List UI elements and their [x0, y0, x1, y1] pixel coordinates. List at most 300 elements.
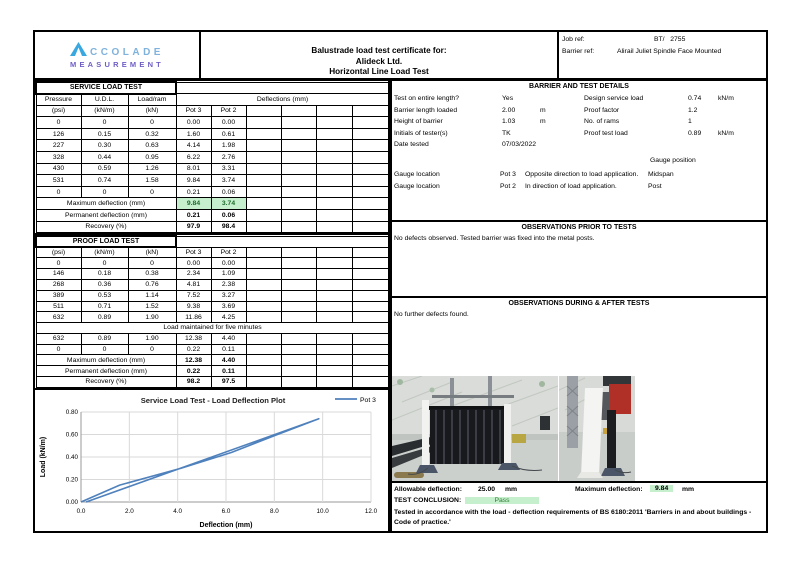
- table-cell: 11.86: [176, 312, 211, 323]
- table-cell: [281, 152, 316, 164]
- table-cell: [281, 344, 316, 355]
- table-cell: [316, 175, 352, 187]
- table-cell: 0: [36, 117, 81, 129]
- table-cell: [316, 333, 352, 344]
- table-cell: [246, 333, 281, 344]
- detail-value: 1: [688, 118, 692, 125]
- table-cell: [352, 279, 389, 290]
- gauge-position-value: Post: [648, 182, 662, 190]
- table-cell: [352, 128, 389, 140]
- table-row: [36, 366, 389, 377]
- table-cell: Load maintained for five minutes: [36, 323, 389, 334]
- table-cell: [281, 258, 316, 269]
- table-cell: 0.74: [81, 175, 128, 187]
- service-load-test-table: [35, 81, 388, 233]
- observations-during-title: OBSERVATIONS DURING & AFTER TESTS: [508, 300, 650, 307]
- svg-text:6.0: 6.0: [221, 507, 231, 515]
- detail-unit: kN/m: [718, 95, 734, 102]
- table-cell: 0: [128, 344, 176, 355]
- table-row: [36, 210, 389, 222]
- table-cell: 2.34: [176, 269, 211, 280]
- table-cell: [246, 279, 281, 290]
- detail-label: Design service load: [584, 95, 644, 102]
- table-cell: [316, 210, 352, 222]
- table-row: [36, 236, 389, 247]
- svg-text:0.20: 0.20: [65, 476, 78, 484]
- table-cell: 0.44: [81, 152, 128, 164]
- observations-prior-section: [392, 220, 766, 296]
- table-cell: [281, 117, 316, 129]
- table-cell: [246, 140, 281, 152]
- table-cell: 1.09: [211, 269, 246, 280]
- table-cell: 0.71: [81, 301, 128, 312]
- table-row: [36, 377, 389, 388]
- table-cell: [352, 163, 389, 175]
- maximum-deflection-label: Maximum deflection:: [575, 486, 643, 493]
- table-cell: 126: [36, 128, 81, 140]
- table-cell: [316, 290, 352, 301]
- detail-value: Yes: [502, 95, 514, 102]
- table-cell: 268: [36, 279, 81, 290]
- table-cell: 0.89: [81, 333, 128, 344]
- table-cell: [316, 301, 352, 312]
- table-cell: [281, 198, 316, 210]
- table-cell: 12.38: [176, 333, 211, 344]
- table-cell: PROOF LOAD TEST: [36, 236, 176, 247]
- gauge-pot: Pot 2: [500, 182, 516, 190]
- table-cell: Pot 2: [211, 247, 246, 258]
- table-cell: [316, 128, 352, 140]
- detail-label: Height of barrier: [394, 118, 443, 125]
- table-cell: 0.06: [211, 210, 246, 222]
- table-cell: [246, 290, 281, 301]
- table-cell: [281, 333, 316, 344]
- title-line-3: Horizontal Line Load Test: [329, 66, 429, 76]
- table-cell: 1.14: [128, 290, 176, 301]
- table-cell: [352, 210, 389, 222]
- table-cell: 430: [36, 163, 81, 175]
- table-cell: 0.95: [128, 152, 176, 164]
- table-cell: [281, 377, 316, 388]
- company-logo: [33, 30, 201, 80]
- table-cell: Pot 3: [176, 105, 211, 117]
- table-cell: (kN/m): [81, 247, 128, 258]
- table-cell: 0.00: [211, 258, 246, 269]
- detail-label: Initials of tester(s): [394, 129, 448, 137]
- table-cell: [281, 312, 316, 323]
- table-cell: [352, 301, 389, 312]
- test-conclusion-section: [392, 481, 766, 535]
- table-cell: 0.11: [211, 366, 246, 377]
- table-cell: 0: [81, 117, 128, 129]
- table-cell: 0.00: [176, 258, 211, 269]
- table-cell: 1.90: [128, 312, 176, 323]
- table-cell: [352, 366, 389, 377]
- conclusion-statement: Tested in accordance with the load - deflection requirements of BS 6180:2011 'Barriers in and about buildings - Code of practice.': [394, 509, 752, 527]
- table-cell: [246, 186, 281, 198]
- table-cell: [281, 163, 316, 175]
- table-cell: [246, 366, 281, 377]
- table-cell: [352, 344, 389, 355]
- detail-value: 0.74: [688, 95, 702, 102]
- table-cell: [316, 258, 352, 269]
- table-cell: [316, 105, 352, 117]
- detail-value: 0.89: [688, 129, 702, 137]
- table-cell: 2.76: [211, 152, 246, 164]
- table-cell: (kN/m): [81, 105, 128, 117]
- gauge-position-label: Gauge position: [650, 157, 696, 164]
- table-cell: 0.89: [81, 312, 128, 323]
- detail-label: Test on entire length?: [394, 95, 459, 102]
- observations-during-text: No further defects found.: [394, 311, 469, 318]
- table-cell: 0: [36, 186, 81, 198]
- detail-label: Proof test load: [584, 129, 628, 137]
- table-row: [36, 301, 389, 312]
- table-cell: 4.40: [211, 333, 246, 344]
- detail-value: TK: [502, 129, 511, 137]
- service-load-test: [35, 81, 390, 233]
- table-cell: Pot 2: [211, 105, 246, 117]
- table-cell: [246, 210, 281, 222]
- table-cell: 3.31: [211, 163, 246, 175]
- svg-text:0.80: 0.80: [65, 408, 78, 416]
- table-cell: Load/ram: [128, 94, 176, 106]
- table-cell: [352, 175, 389, 187]
- table-cell: [352, 105, 389, 117]
- svg-text:0.40: 0.40: [65, 453, 78, 461]
- detail-unit: m: [540, 118, 546, 125]
- svg-text:10.0: 10.0: [316, 507, 329, 515]
- table-cell: 1.98: [211, 140, 246, 152]
- table-cell: 1.26: [128, 163, 176, 175]
- table-cell: [281, 186, 316, 198]
- logo-text-measurement: MEASUREMENT: [70, 59, 164, 69]
- table-cell: 1.52: [128, 301, 176, 312]
- table-cell: [281, 221, 316, 233]
- table-cell: 0.15: [81, 128, 128, 140]
- table-cell: 328: [36, 152, 81, 164]
- table-cell: [281, 175, 316, 187]
- table-row: [36, 186, 389, 198]
- table-cell: [246, 301, 281, 312]
- table-cell: [281, 210, 316, 222]
- job-ref-label: Job ref:: [562, 36, 585, 43]
- table-cell: 0.61: [211, 128, 246, 140]
- proof-load-test-table: [35, 233, 388, 388]
- table-row: [36, 221, 389, 233]
- table-cell: 0.32: [128, 128, 176, 140]
- table-cell: 9.84: [176, 198, 211, 210]
- table-row: [36, 94, 389, 106]
- table-cell: [352, 258, 389, 269]
- table-cell: 0.06: [211, 186, 246, 198]
- table-cell: 97.5: [211, 377, 246, 388]
- table-cell: [246, 247, 281, 258]
- svg-text:Service Load Test - Load Defle: Service Load Test - Load Deflection Plot: [140, 395, 286, 405]
- table-cell: [246, 377, 281, 388]
- table-row: [36, 105, 389, 117]
- table-cell: [281, 269, 316, 280]
- table-cell: 0.11: [211, 344, 246, 355]
- gauge-direction: Opposite direction to load application.: [525, 171, 639, 178]
- barrier-test-details-section: [392, 81, 766, 220]
- svg-text:4.0: 4.0: [173, 507, 183, 515]
- details-and-observations: [390, 79, 768, 533]
- table-cell: 1.58: [128, 175, 176, 187]
- svg-text:0.60: 0.60: [65, 431, 78, 439]
- table-row: [36, 258, 389, 269]
- table-cell: [316, 269, 352, 280]
- table-cell: 0.63: [128, 140, 176, 152]
- table-cell: [316, 163, 352, 175]
- table-cell: [281, 301, 316, 312]
- table-cell: [352, 290, 389, 301]
- svg-text:2.0: 2.0: [124, 507, 134, 515]
- table-cell: 0: [81, 258, 128, 269]
- svg-text:Pot 3: Pot 3: [360, 396, 376, 404]
- table-cell: [316, 377, 352, 388]
- test-conclusion-value: Pass: [465, 497, 539, 504]
- table-cell: 0: [81, 186, 128, 198]
- table-cell: 4.40: [211, 355, 246, 366]
- table-cell: 0.00: [176, 117, 211, 129]
- table-cell: 0: [36, 344, 81, 355]
- table-cell: [352, 117, 389, 129]
- table-cell: 0.36: [81, 279, 128, 290]
- table-cell: Deflections (mm): [176, 94, 389, 106]
- table-cell: Permanent deflection (mm): [36, 210, 176, 222]
- table-cell: (psi): [36, 247, 81, 258]
- table-cell: 0.21: [176, 186, 211, 198]
- table-cell: [246, 152, 281, 164]
- detail-value: 1.2: [688, 106, 698, 114]
- table-row: [36, 344, 389, 355]
- table-row: [36, 117, 389, 129]
- table-cell: 3.27: [211, 290, 246, 301]
- service-load-deflection-plot: [35, 390, 388, 535]
- table-cell: 3.69: [211, 301, 246, 312]
- table-cell: 4.81: [176, 279, 211, 290]
- table-cell: [352, 140, 389, 152]
- table-cell: [352, 355, 389, 366]
- table-cell: (kN): [128, 247, 176, 258]
- table-cell: [281, 290, 316, 301]
- table-cell: [281, 279, 316, 290]
- logo-text-accolade: CCOLADE: [90, 46, 164, 58]
- title-line-1: Balustrade load test certificate for:: [311, 46, 447, 56]
- table-cell: 98.2: [176, 377, 211, 388]
- table-cell: 0.76: [128, 279, 176, 290]
- table-cell: 0.22: [176, 366, 211, 377]
- table-cell: Pressure: [36, 94, 81, 106]
- table-cell: [246, 355, 281, 366]
- proof-load-test: [35, 235, 390, 388]
- table-cell: [316, 221, 352, 233]
- detail-value: 2.00: [502, 106, 516, 114]
- table-cell: [316, 279, 352, 290]
- allowable-deflection-label: Allowable deflection:: [394, 486, 462, 493]
- table-cell: [246, 105, 281, 117]
- detail-value: 1.03: [502, 118, 516, 125]
- svg-text:8.0: 8.0: [269, 507, 279, 515]
- table-row: [36, 355, 389, 366]
- table-cell: [316, 355, 352, 366]
- gauge-position-value: Midspan: [648, 171, 674, 178]
- table-row: [36, 323, 389, 334]
- table-cell: 531: [36, 175, 81, 187]
- table-cell: 9.38: [176, 301, 211, 312]
- table-cell: U.D.L.: [81, 94, 128, 106]
- table-cell: 9.84: [176, 175, 211, 187]
- gauge-location-label: Gauge location: [394, 182, 440, 190]
- table-cell: [281, 128, 316, 140]
- table-cell: [246, 198, 281, 210]
- table-cell: 511: [36, 301, 81, 312]
- table-row: [36, 269, 389, 280]
- detail-label: Proof factor: [584, 106, 620, 114]
- table-cell: 0: [128, 117, 176, 129]
- accolade-triangle-icon: [70, 42, 87, 58]
- load-deflection-chart: [35, 388, 388, 537]
- table-cell: [281, 140, 316, 152]
- gauge-pot: Pot 3: [500, 171, 516, 178]
- table-cell: SERVICE LOAD TEST: [36, 82, 176, 94]
- details-section-title: BARRIER AND TEST DETAILS: [529, 83, 629, 90]
- job-ref-value: BT/ 2755: [654, 36, 686, 43]
- table-cell: 0: [128, 186, 176, 198]
- table-cell: [281, 247, 316, 258]
- table-cell: [246, 312, 281, 323]
- table-row: [36, 163, 389, 175]
- table-cell: 0: [81, 344, 128, 355]
- table-cell: 3.74: [211, 175, 246, 187]
- table-cell: [316, 117, 352, 129]
- svg-text:0.00: 0.00: [65, 498, 78, 506]
- table-cell: [352, 152, 389, 164]
- table-cell: [246, 128, 281, 140]
- table-cell: [352, 186, 389, 198]
- table-cell: [246, 117, 281, 129]
- table-cell: [316, 152, 352, 164]
- test-setup-photo-left: [392, 376, 558, 483]
- table-cell: 1.90: [128, 333, 176, 344]
- table-cell: [316, 312, 352, 323]
- table-cell: [281, 105, 316, 117]
- table-row: [36, 198, 389, 210]
- detail-label: Date tested: [394, 141, 429, 148]
- certificate-title: [199, 30, 559, 80]
- table-cell: 0.21: [176, 210, 211, 222]
- table-cell: 2.38: [211, 279, 246, 290]
- allowable-deflection-unit: mm: [505, 486, 518, 493]
- test-photos: [392, 376, 635, 483]
- table-cell: [316, 366, 352, 377]
- table-cell: 8.01: [176, 163, 211, 175]
- table-cell: Pot 3: [176, 247, 211, 258]
- table-row: [36, 128, 389, 140]
- table-cell: 12.38: [176, 355, 211, 366]
- table-cell: 0: [128, 258, 176, 269]
- table-cell: [281, 366, 316, 377]
- table-cell: [281, 355, 316, 366]
- table-cell: 6.22: [176, 152, 211, 164]
- table-cell: (kN): [128, 105, 176, 117]
- svg-text:Deflection (mm): Deflection (mm): [199, 521, 253, 529]
- table-cell: [246, 175, 281, 187]
- test-setup-photo-right: [559, 376, 635, 483]
- table-cell: Recovery (%): [36, 377, 176, 388]
- table-cell: 389: [36, 290, 81, 301]
- table-cell: 0.53: [81, 290, 128, 301]
- table-cell: [246, 269, 281, 280]
- table-cell: [316, 247, 352, 258]
- table-row: [36, 82, 389, 94]
- table-cell: 0.22: [176, 344, 211, 355]
- table-cell: 0.00: [211, 117, 246, 129]
- detail-value: 07/03/2022: [502, 141, 537, 148]
- table-row: [36, 279, 389, 290]
- reference-block: [557, 30, 768, 80]
- table-cell: Maximum deflection (mm): [36, 355, 176, 366]
- allowable-deflection-value: 25.00: [478, 486, 496, 493]
- observations-during-section: [392, 296, 766, 481]
- title-line-2: Alideck Ltd.: [355, 56, 403, 66]
- table-cell: [246, 258, 281, 269]
- table-cell: 4.14: [176, 140, 211, 152]
- table-cell: [352, 377, 389, 388]
- table-cell: 97.9: [176, 221, 211, 233]
- table-cell: 227: [36, 140, 81, 152]
- table-cell: 146: [36, 269, 81, 280]
- table-cell: 0.30: [81, 140, 128, 152]
- svg-text:Load (kN/m): Load (kN/m): [40, 436, 47, 478]
- detail-unit: kN/m: [718, 129, 734, 137]
- table-cell: 7.52: [176, 290, 211, 301]
- svg-text:12.0: 12.0: [364, 507, 378, 515]
- table-cell: [352, 269, 389, 280]
- gauge-location-label: Gauge location: [394, 171, 440, 178]
- table-cell: [352, 221, 389, 233]
- table-cell: 1.60: [176, 128, 211, 140]
- gauge-direction: In direction of load application.: [525, 182, 617, 190]
- detail-label: Barrier length loaded: [394, 106, 458, 114]
- table-row: [36, 312, 389, 323]
- table-cell: [316, 344, 352, 355]
- maximum-deflection-value: 9.84: [650, 485, 673, 492]
- table-cell: Permanent deflection (mm): [36, 366, 176, 377]
- table-cell: 0.38: [128, 269, 176, 280]
- observations-prior-title: OBSERVATIONS PRIOR TO TESTS: [521, 224, 637, 231]
- table-cell: 632: [36, 333, 81, 344]
- table-cell: 0: [36, 258, 81, 269]
- barrier-ref-label: Barrier ref:: [562, 48, 595, 55]
- table-cell: [352, 312, 389, 323]
- table-cell: [352, 333, 389, 344]
- detail-label: No. of rams: [584, 118, 620, 125]
- table-cell: [316, 140, 352, 152]
- table-cell: 632: [36, 312, 81, 323]
- table-row: [36, 175, 389, 187]
- table-cell: 0.59: [81, 163, 128, 175]
- observations-prior-text: No defects observed. Tested barrier was fixed into the metal posts.: [394, 235, 595, 242]
- table-row: [36, 290, 389, 301]
- table-cell: [352, 247, 389, 258]
- table-cell: [316, 186, 352, 198]
- table-cell: 4.25: [211, 312, 246, 323]
- load-test-tables: [33, 79, 390, 533]
- table-cell: [352, 198, 389, 210]
- table-row: [36, 247, 389, 258]
